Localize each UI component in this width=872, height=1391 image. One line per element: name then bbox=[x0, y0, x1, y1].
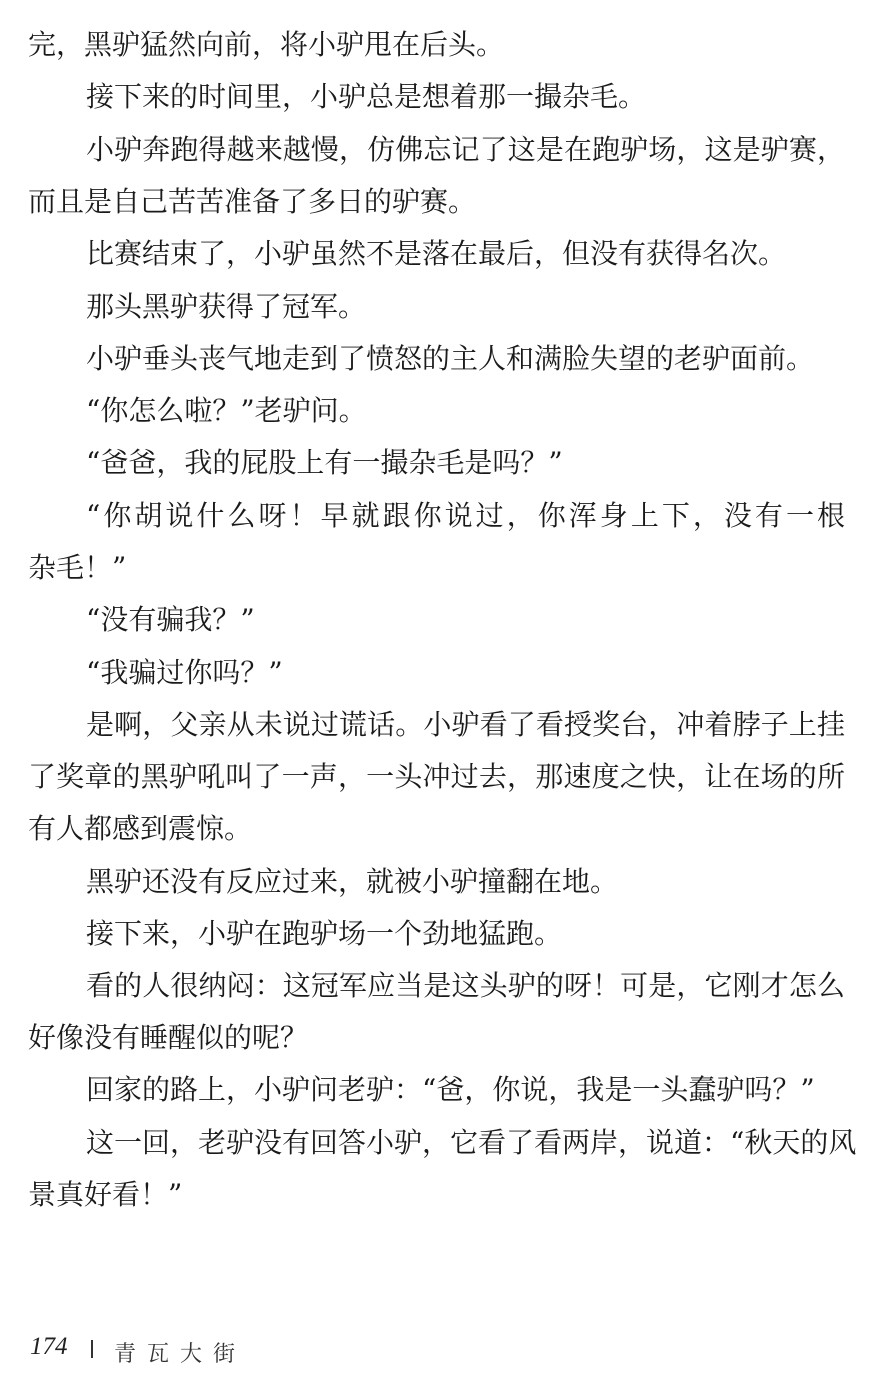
text-line: 接下来，小驴在跑驴场一个劲地猛跑。 bbox=[86, 917, 563, 950]
text-line: 有人都感到震惊。 bbox=[28, 812, 253, 845]
text-line: 完，黑驴猛然向前，将小驴甩在后头。 bbox=[28, 28, 505, 61]
text-line: “你怎么啦？”老驴问。 bbox=[86, 394, 367, 427]
text-line: 杂毛！” bbox=[28, 551, 127, 584]
footer-divider bbox=[91, 1340, 93, 1358]
page-number: 174 bbox=[30, 1333, 68, 1360]
text-line: 回家的路上，小驴问老驴：“爸，你说，我是一头蠢驴吗？” bbox=[86, 1073, 815, 1106]
text-line: 接下来的时间里，小驴总是想着那一撮杂毛。 bbox=[86, 80, 647, 113]
text-line: 而且是自己苦苦准备了多日的驴赛。 bbox=[28, 185, 477, 218]
text-line: 小驴垂头丧气地走到了愤怒的主人和满脸失望的老驴面前。 bbox=[86, 342, 815, 375]
text-line: “你胡说什么呀！早就跟你说过，你浑身上下，没有一根 bbox=[86, 499, 845, 532]
text-line: 了奖章的黑驴吼叫了一声，一头冲过去，那速度之快，让在场的所 bbox=[28, 760, 845, 793]
text-line: 看的人很纳闷：这冠军应当是这头驴的呀！可是，它刚才怎么 bbox=[86, 969, 845, 1002]
running-title: 青瓦大街 bbox=[114, 1342, 247, 1367]
text-line: “没有骗我？” bbox=[86, 603, 255, 636]
text-line: “爸爸，我的屁股上有一撮杂毛是吗？” bbox=[86, 446, 563, 479]
text-line: 小驴奔跑得越来越慢，仿佛忘记了这是在跑驴场，这是驴赛， bbox=[86, 133, 845, 166]
text-line: 是啊，父亲从未说过谎话。小驴看了看授奖台，冲着脖子上挂 bbox=[86, 708, 845, 741]
text-line: 这一回，老驴没有回答小驴，它看了看两岸，说道：“秋天的风 bbox=[86, 1126, 857, 1159]
text-line: 那头黑驴获得了冠军。 bbox=[86, 290, 367, 323]
text-line: 比赛结束了，小驴虽然不是落在最后，但没有获得名次。 bbox=[86, 237, 787, 270]
text-line: 黑驴还没有反应过来，就被小驴撞翻在地。 bbox=[86, 865, 619, 898]
text-line: “我骗过你吗？” bbox=[86, 656, 283, 689]
text-line: 景真好看！” bbox=[28, 1178, 183, 1211]
text-line: 好像没有睡醒似的呢？ bbox=[28, 1021, 309, 1054]
